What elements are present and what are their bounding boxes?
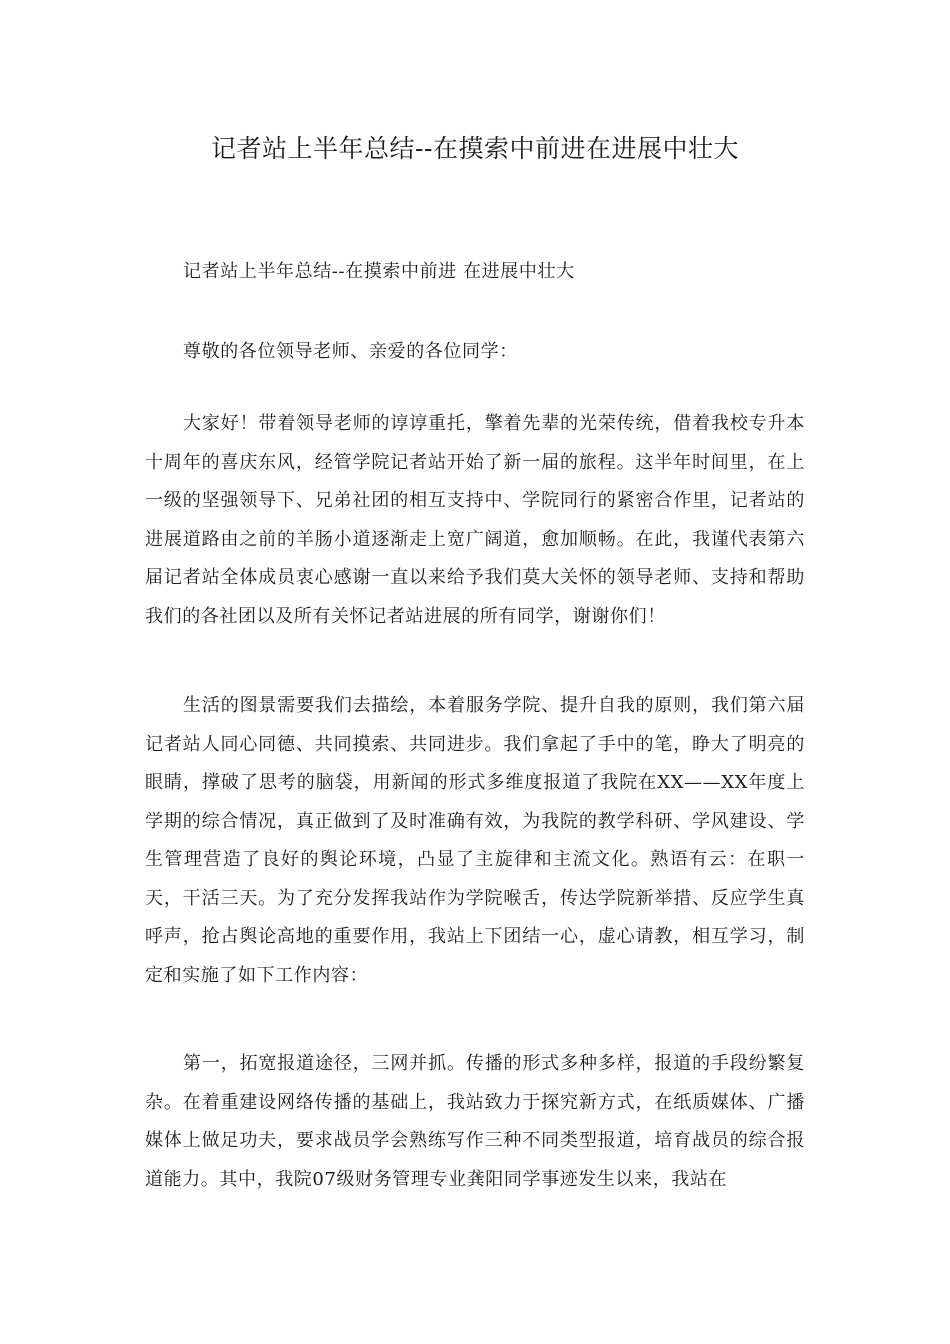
document-subtitle: 记者站上半年总结--在摸索中前进 在进展中壮大 xyxy=(183,261,575,282)
body-paragraph: 生活的图景需要我们去描绘，本着服务学院、提升自我的原则，我们第六届记者站人同心同德、共同摸索、共同进步。我们拿起了手中的笔，睁大了明亮的眼睛，撑破了思考的脑袋，用新闻的形式多维度报道了我院在XX——XX年度上学期的综合情况，真正做到了及时准确有效，为我院的教学科研、学风建设、学生管理营造了良好的舆论环境，凸显了主旋律和主流文化。熟语有云：在职一天，干活三天。为了充分发挥我站作为学院喉舌，传达学院新举措、反应学生真呼声，抢占舆论高地的重要作用，我站上下团结一心，虚心请教，相互学习，制定和实施了如下工作内容： xyxy=(145,695,805,986)
body-paragraph: 大家好！带着领导老师的谆谆重托，擎着先辈的光荣传统，借着我校专升本十周年的喜庆东风，经管学院记者站开始了新一届的旅程。这半年时间里，在上一级的坚强领导下、兄弟社团的相互支持中、学院同行的紧密合作里，记者站的进展道路由之前的羊肠小道逐渐走上宽广阔道，愈加顺畅。在此，我谨代表第六届记者站全体成员衷心感谢一直以来给予我们莫大关怀的领导老师、支持和帮助我们的各社团以及所有关怀记者站进展的所有同学，谢谢你们！ xyxy=(145,413,805,627)
document-title: 记者站上半年总结--在摸索中前进在进展中壮大 xyxy=(211,134,739,163)
greeting-line: 尊敬的各位领导老师、亲爱的各位同学： xyxy=(183,341,518,362)
body-paragraph: 第一，拓宽报道途径，三网并抓。传播的形式多种多样，报道的手段纷繁复杂。在着重建设网络传播的基础上，我站致力于探究新方式，在纸质媒体、广播媒体上做足功夫，要求战员学会熟练写作三种不同类型报道，培育战员的综合报道能力。其中，我院07级财务管理专业龚阳同学事迹发生以来，我站在 xyxy=(145,1053,805,1190)
